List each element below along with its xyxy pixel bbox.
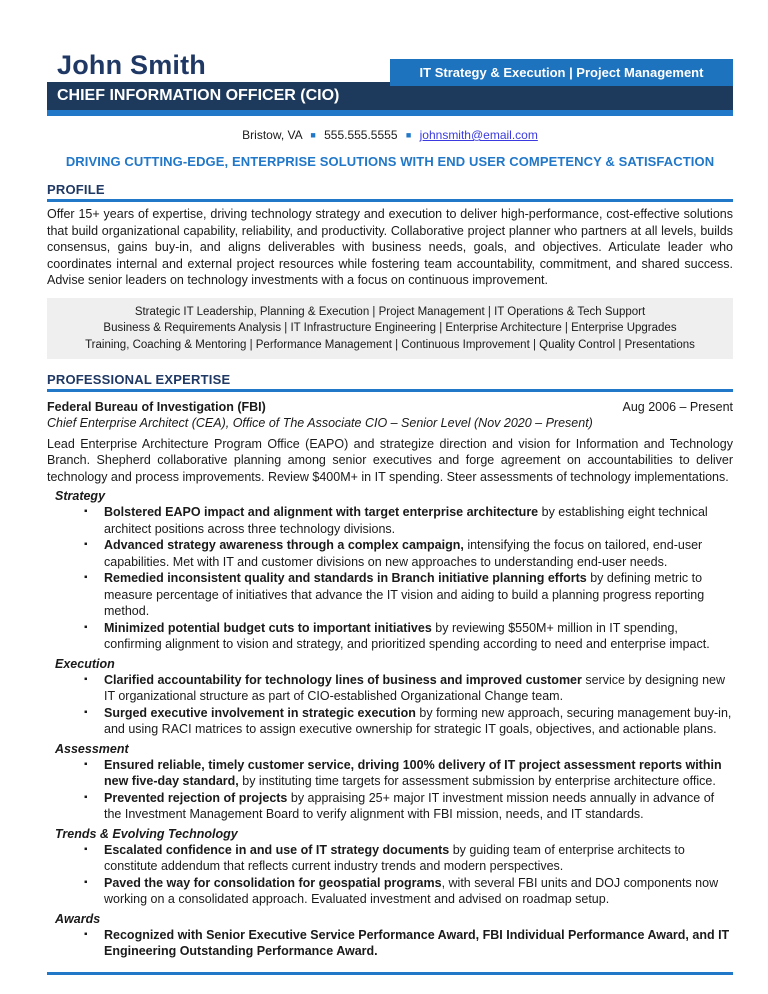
bullet-text: Minimized potential budget cuts to important initiatives by reviewing $550M+ million in IT spending, confirming alignment to vision and strategy, and prioritized spending according to need and enterprise impact.: [104, 620, 710, 651]
bullet-list: [47, 757, 733, 823]
bullet-square-icon: ▪: [84, 876, 88, 888]
bullet-list: [47, 927, 733, 960]
profile-summary: Offer 15+ years of expertise, driving technology strategy and execution to deliver high-performance, cost-effective solutions that build organizational capability, reliability, and productivity. Collaborative project planner who partners at all levels, builds consensus, gains buy-in, and aligns deliverables with business needs, goals, and objectives. Articulate leader who coordinates internal and external project resources while fostering team accountability, commitment, and shared success. Advise senior leaders on technology investments with a focus on continuous improvement.: [47, 207, 733, 287]
bullet-square-icon: ▪: [84, 539, 88, 550]
employer-row: [47, 400, 733, 414]
category-label: Strategy: [55, 489, 106, 503]
achievement-bullet: [47, 757, 733, 790]
role-summary: Lead Enterprise Architecture Program Office (EAPO) and strategize direction and vision for Information and Technology Branch. Shepherd collaborative planning among senior executives and forge agreement on accountabilities to deliver technology and process improvements. Review $400M+ in IT spending. Steer assessments of technology implementations.: [47, 436, 733, 484]
competency-line: Strategic IT Leadership, Planning & Execution | Project Management | IT Operations & Tech Support: [134, 305, 646, 318]
accent-strip: [47, 110, 733, 116]
bullet-text: Advanced strategy awareness through a complex campaign, intensifying the focus on tailored, end-user capabilities. Met with IT and customer divisions on new approaches to understanding end-user needs.: [104, 538, 703, 569]
bullet-text: Ensured reliable, timely customer service, driving 100% delivery of IT project assessment reports within new five-day standard, by instituting time targets for assessment submission by enterprise architecture office.: [104, 757, 722, 788]
bullet-square-icon: ▪: [84, 928, 88, 940]
achievement-bullet: [47, 927, 733, 960]
bullet-text: Surged executive involvement in strategic execution by forming new approach, securing management buy-in, and using RACI matrices to assign executive ownership for strategic IT goals, objectives, and actionable plans.: [104, 705, 732, 736]
achievement-bullet: [47, 620, 733, 653]
achievement-group: [47, 741, 733, 823]
category-label: Awards: [55, 911, 101, 926]
bullet-square-icon: ▪: [84, 843, 88, 855]
bullet-list: [47, 504, 733, 653]
contact-phone: 555.555.5555: [324, 128, 398, 142]
section-heading-profile: PROFILE: [47, 182, 733, 202]
achievement-bullet: [47, 537, 733, 570]
achievement-group: [47, 488, 733, 653]
bullet-text: Recognized with Senior Executive Service Performance Award, FBI Individual Performance Award, and IT Engineering Outstanding Performance Award.: [104, 927, 730, 958]
achievement-bullet: [47, 705, 733, 738]
competency-line: Training, Coaching & Mentoring | Performance Management | Continuous Improvement | Quality Control | Presentations: [85, 338, 695, 351]
contact-email-link[interactable]: johnsmith@email.com: [419, 128, 538, 142]
candidate-name: John Smith: [57, 50, 206, 80]
bullet-square-icon: ▪: [84, 758, 88, 770]
bullet-square-icon: ▪: [84, 706, 88, 718]
bullet-text: Bolstered EAPO impact and alignment with target enterprise architecture by establishing eight technical architect positions across three technology divisions.: [104, 505, 708, 536]
bullet-text: Prevented rejection of projects by appraising 25+ major IT investment mission needs annually in advance of the Investment Management Board to verify alignment with FBI mission, needs, and IT standards.: [104, 790, 715, 821]
achievement-bullet: [47, 875, 733, 908]
achievement-bullet: [47, 570, 733, 620]
core-competencies-box: [47, 298, 733, 360]
employer-name: Federal Bureau of Investigation (FBI): [47, 400, 266, 414]
employment-dates: Aug 2006 – Present: [622, 400, 733, 414]
bottom-divider: [47, 972, 733, 975]
bullet-text: Clarified accountability for technology lines of business and improved customer service by designing new IT organizational structure as part of CIO-established Organizational Change team.: [104, 672, 726, 703]
achievement-group: [47, 826, 733, 908]
square-separator-icon: ■: [310, 130, 316, 140]
achievement-group: [47, 911, 733, 960]
bullet-list: [47, 842, 733, 908]
achievement-bullet: [47, 790, 733, 823]
bullet-text: Paved the way for consolidation for geospatial programs, with several FBI units and DOJ components now working on a consolidated approach. Evaluated investment and advised on roadmap setup.: [104, 875, 719, 906]
square-separator-icon: ■: [405, 130, 412, 140]
contact-line: [47, 128, 733, 142]
competency-line: Business & Requirements Analysis | IT Infrastructure Engineering | Enterprise Architecture | Enterprise Upgrades: [103, 322, 677, 334]
category-label: Assessment: [55, 741, 129, 756]
bullet-list: [47, 672, 733, 738]
achievement-bullet: [47, 672, 733, 705]
bullet-text: Remedied inconsistent quality and standards in Branch initiative planning efforts by defining metric to measure percentage of initiatives that advance the IT vision and aiding to build a planning progress reporting method.: [104, 571, 705, 618]
achievement-groups: [47, 488, 733, 960]
achievement-bullet: [47, 504, 733, 537]
bullet-square-icon: ▪: [84, 673, 88, 685]
bullet-square-icon: ▪: [84, 621, 88, 633]
contact-location: Bristow, VA: [242, 128, 302, 142]
achievement-group: [47, 656, 733, 738]
branding-headline: DRIVING CUTTING-EDGE, ENTERPRISE SOLUTIONS WITH END USER COMPETENCY & SATISFACTION: [65, 154, 715, 169]
bullet-square-icon: ▪: [84, 791, 88, 803]
job-title-bar: CHIEF INFORMATION OFFICER (CIO): [47, 82, 733, 110]
specialty-badge: IT Strategy & Execution | Project Management: [390, 59, 733, 86]
job-role-line: Chief Enterprise Architect (CEA), Office of The Associate CIO – Senior Level (Nov 2020 – Present): [47, 416, 593, 430]
category-label: Execution: [55, 656, 115, 671]
bullet-square-icon: ▪: [84, 506, 88, 517]
bullet-text: Escalated confidence in and use of IT strategy documents by guiding team of enterprise architects to constitute addendum that reflects current industry trends and modern perspectives.: [104, 842, 685, 873]
section-heading-expertise: PROFESSIONAL EXPERTISE: [47, 372, 733, 392]
bullet-square-icon: ▪: [84, 572, 88, 583]
achievement-bullet: [47, 842, 733, 875]
category-label: Trends & Evolving Technology: [55, 826, 238, 841]
